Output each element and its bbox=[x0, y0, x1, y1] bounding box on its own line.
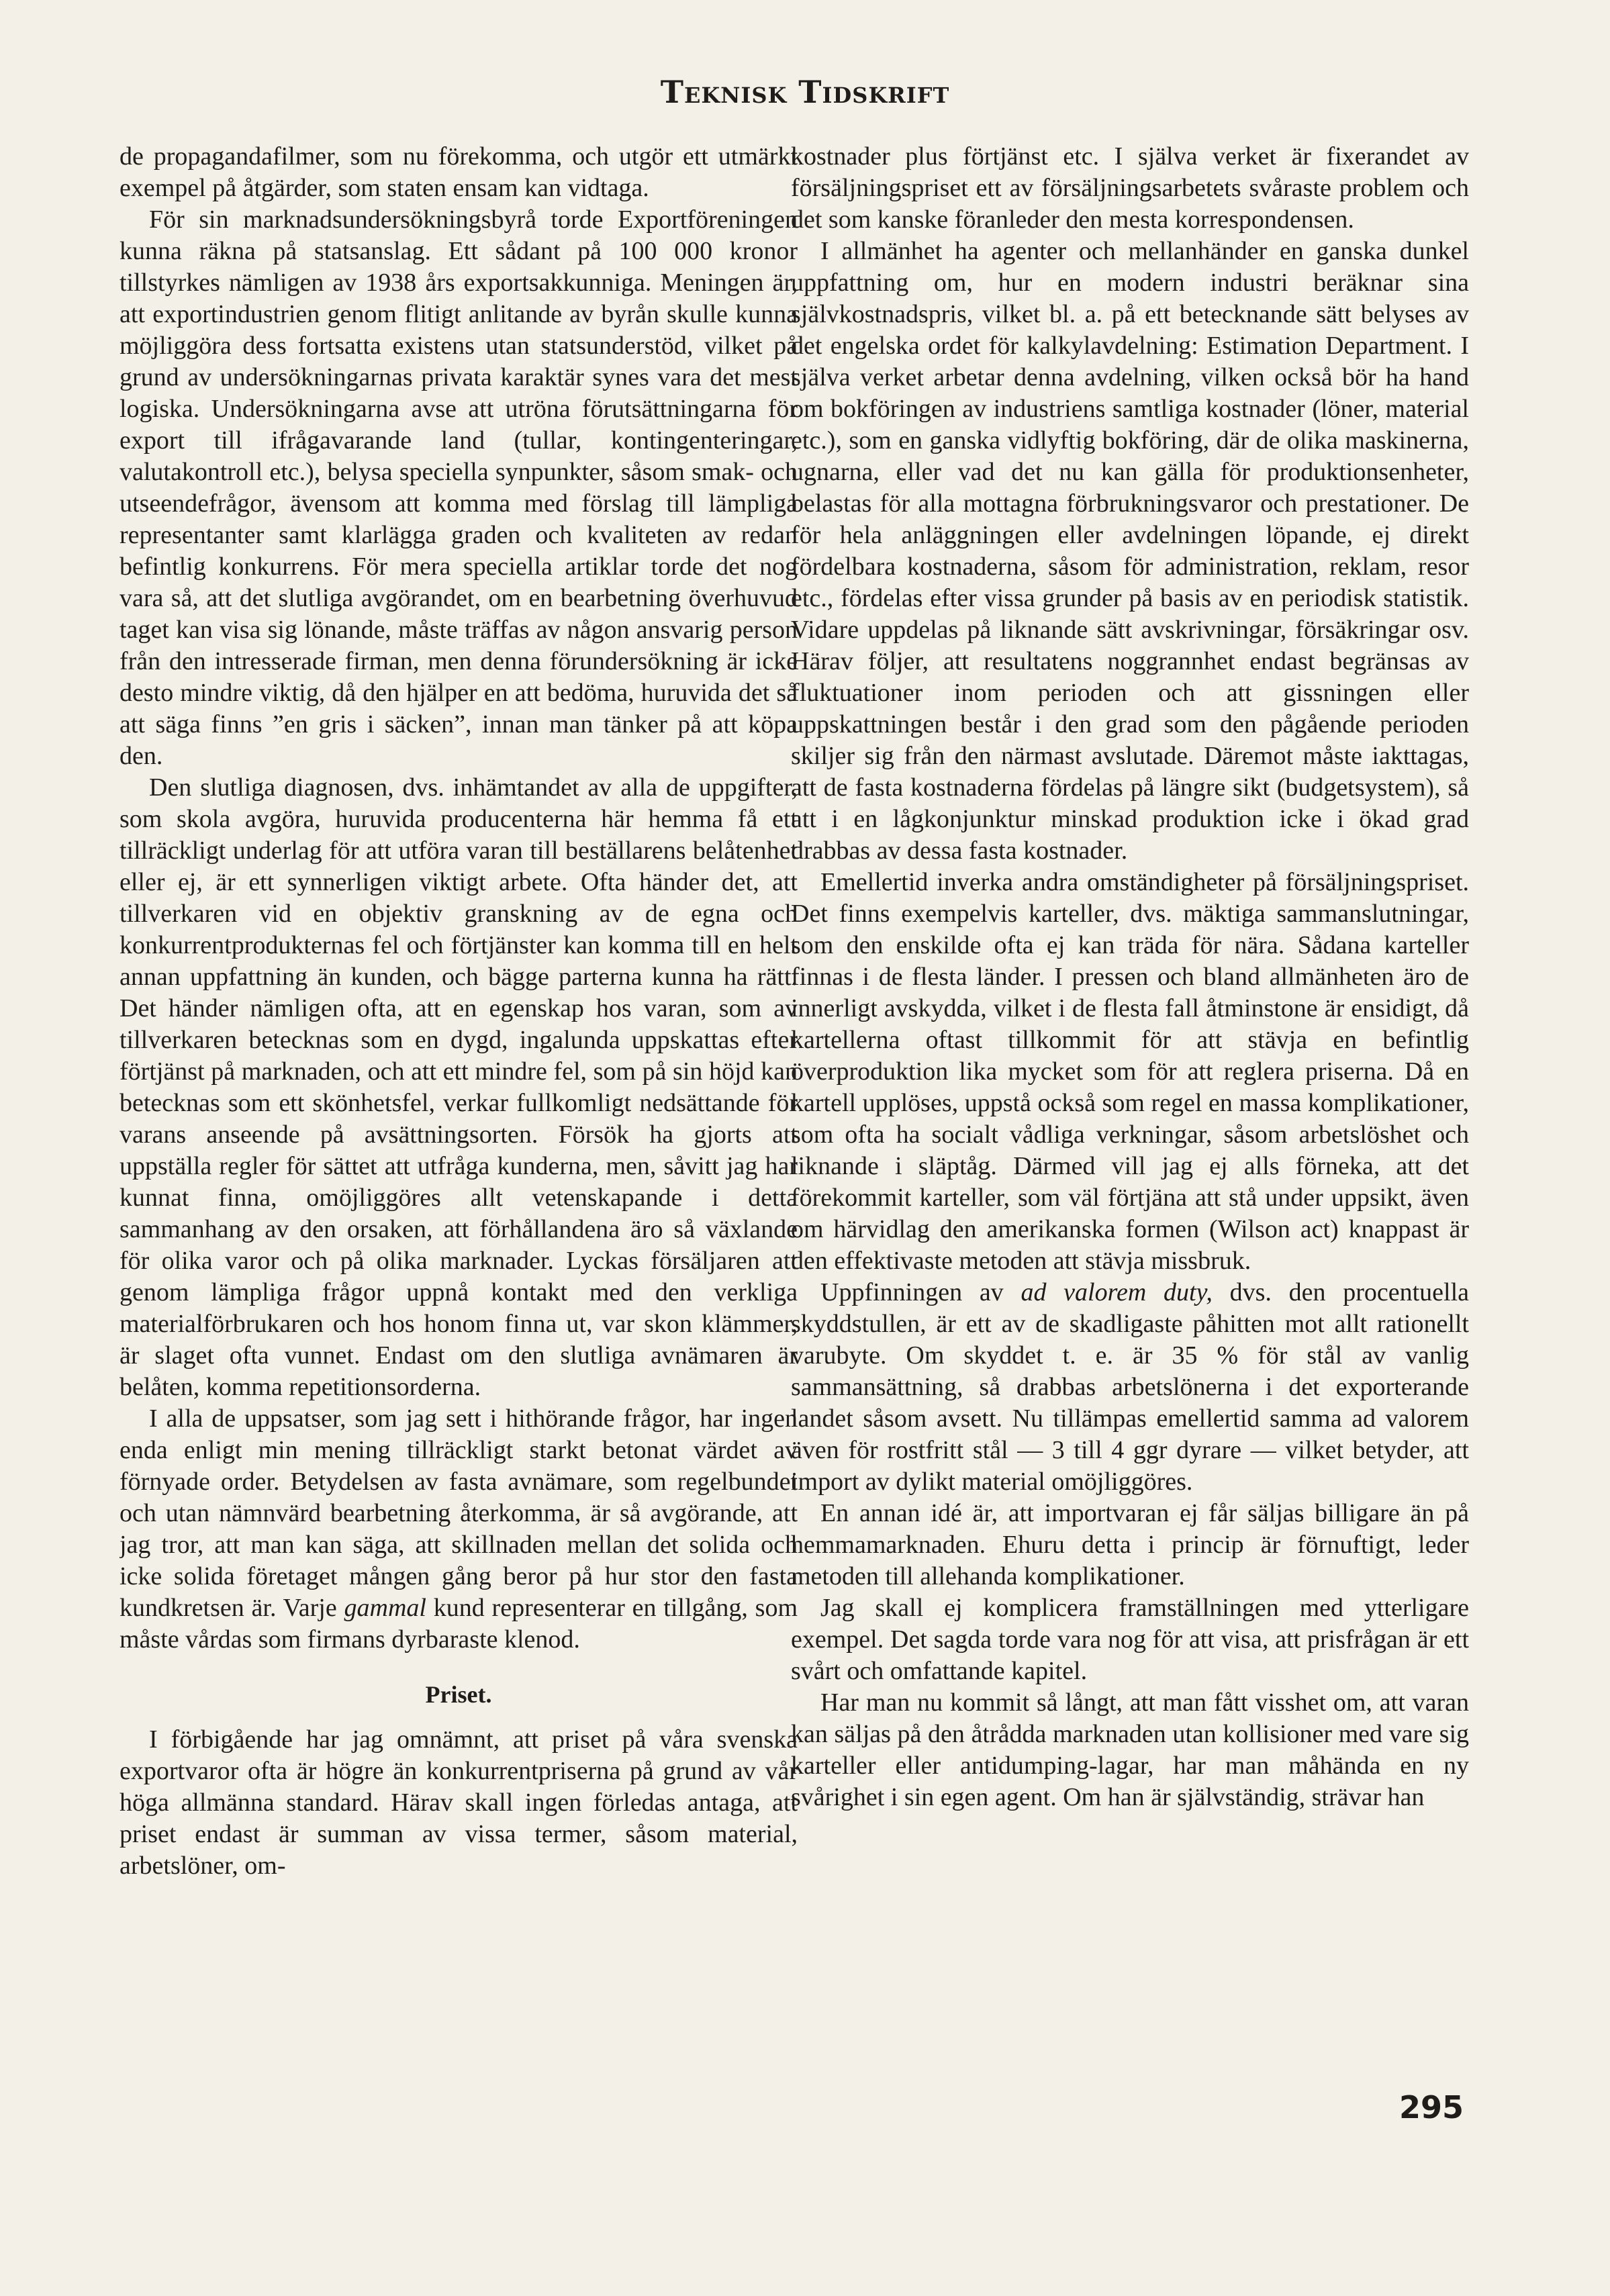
paragraph: Emellertid inverka andra omständigheter på försäljningspriset. Det finns exempelvis karteller, dvs. mäktiga sammanslutningar, som den enskilde ofta ej kan träda för nära. Sådana karteller finnas i de flesta länder. I pressen och bland allmänheten äro de innerligt avskydda, vilket i de flesta fall åtminstone är ensidigt, då kartellerna oftast tillkommit för att stävja en befintlig överproduktion lika mycket som för att reglera priserna. Då en kartell upplöses, uppstå också som regel en massa komplikationer, som ofta ha socialt vådliga verkningar, såsom arbetslöshet och liknande i släptåg. Därmed vill jag ej alls förneka, att det förekommit karteller, som väl förtjäna att stå under uppsikt, även om härvidlag den amerikanska formen (Wilson act) knappast är den effektivaste metoden att stävja missbruk. bbox=[791, 868, 1469, 1275]
emphasis: ad valorem duty, bbox=[1021, 1278, 1213, 1306]
page-number: 295 bbox=[1399, 2089, 1464, 2125]
left-column bbox=[120, 141, 798, 2182]
text-run: kund representerar en tillgång, som måste vårdas som firmans dyrbaraste klenod. bbox=[120, 1594, 798, 1654]
paragraph: En annan idé är, att importvaran ej får säljas billigare än på hemmamarknaden. Ehuru detta i princip är förnuftigt, leder metoden till allehanda komplikationer. bbox=[791, 1499, 1469, 1590]
text-run: dvs. den procentuella skyddstullen, är ett av de skadligaste påhitten mot allt rationellt varubyte. Om skyddet t. e. är 35 % för stål av vanlig sammansättning, så drabbas arbetslönerna i det exporterande landet såsom avsett. Nu tillämpas emellertid samma ad valorem även för rostfritt stål — 3 till 4 ggr dyrare — vilket betyder, att import av dylikt material omöjliggöres. bbox=[791, 1278, 1469, 1496]
paragraph: Den slutliga diagnosen, dvs. inhämtandet av alla de uppgifter, som skola avgöra, huruvida producenterna här hemma få ett tillräckligt underlag för att utföra varan till beställarens belåtenhet eller ej, är ett synnerligen viktigt arbete. Ofta händer det, att tillverkaren vid en objektiv granskning av de egna och konkurrentprodukternas fel och förtjänster kan komma till en helt annan uppfattning än kunden, och bägge parterna kunna ha rätt. Det händer nämligen ofta, att en egenskap hos varan, som av tillverkaren betecknas som en dygd, ingalunda uppskattas efter förtjänst på marknaden, och att ett mindre fel, som på sin höjd kan betecknas som ett skönhetsfel, verkar fullkomligt nedsättande för varans anseende på avsättningsorten. Försök ha gjorts att uppställa regler för sättet att utfråga kunderna, men, såvitt jag har kunnat finna, omöjliggöres allt vetenskapande i detta sammanhang av den orsaken, att förhållandena äro så växlande för olika varor och på olika marknader. Lyckas försäljaren att genom lämpliga frågor uppnå kontakt med den verkliga materialförbrukaren och hos honom finna ut, var skon klämmer, är slaget ofta vunnet. Endast om den slutliga avnämaren är belåten, komma repetitionsorderna. bbox=[120, 773, 798, 1401]
paragraph: Jag skall ej komplicera framställningen med ytterligare exempel. Det sagda torde vara nog för att visa, att prisfrågan är ett svårt och omfattande kapitel. bbox=[791, 1594, 1469, 1685]
paragraph: I förbigående har jag omnämnt, att priset på våra svenska exportvaror ofta är högre än konkurrentpriserna på grund av vår höga allmänna standard. Härav skall ingen förledas antaga, att priset endast är summan av vissa termer, såsom material, arbetslöner, om- bbox=[120, 1725, 798, 1880]
paragraph: Har man nu kommit så långt, att man fått visshet om, att varan kan säljas på den åtrådda marknaden utan kollisioner med vare sig karteller eller antidumping-lagar, har man måhända en ny svårighet i sin egen agent. Om han är självständig, strävar han bbox=[791, 1688, 1469, 1811]
emphasis: gammal bbox=[344, 1594, 426, 1622]
journal-header: Teknisk Tidskrift bbox=[660, 74, 950, 110]
text-run: Uppfinningen av bbox=[820, 1278, 1004, 1306]
paragraph: För sin marknadsundersökningsbyrå torde Exportföreningen kunna räkna på statsanslag. Ett sådant på 100 000 kronor tillstyrkes nämligen av 1938 års exportsakkunniga. Meningen är, att exportindustrien genom flitigt anlitande av byrån skulle kunna möjliggöra dess fortsatta existens utan statsunderstöd, vilket på grund av undersökningarnas privata karaktär synes vara det mest logiska. Undersökningarna avse att utröna förutsättningarna för export till ifrågavarande land (tullar, kontingenteringar, valutakontroll etc.), belysa speciella synpunkter, såsom smak- och utseendefrågor, ävensom att komma med förslag till lämpliga representanter samt klarlägga graden och kvaliteten av redan befintlig konkurrens. För mera speciella artiklar torde det nog vara så, att det slutliga avgörandet, om en bearbetning överhuvud taget kan visa sig lönande, måste träffas av någon ansvarig person från den intresserade firman, men denna förundersökning är icke desto mindre viktig, då den hjälper en att bedöma, huruvida det så att säga finns ”en gris i säcken”, innan man tänker på att köpa den. bbox=[120, 205, 798, 770]
paragraph bbox=[791, 1277, 1469, 1498]
section-heading: Priset. bbox=[425, 1681, 492, 1708]
paragraph: de propagandafilmer, som nu förekomma, och utgör ett utmärkt exempel på åtgärder, som staten ensam kan vidtaga. bbox=[120, 142, 798, 202]
right-column bbox=[791, 141, 1469, 2182]
paragraph: I allmänhet ha agenter och mellanhänder en ganska dunkel uppfattning om, hur en modern industri beräknar sina självkostnadspris, vilket bl. a. på ett betecknande sätt belyses av det engelska ordet för kalkylavdelning: Estimation Department. I själva verket arbetar denna avdelning, vilken också bör ha hand om bokföringen av industriens samtliga kostnader (löner, material etc.), som en ganska vidlyftig bokföring, där de olika maskinerna, ugnarna, eller vad det nu kan gälla för produktionsenheter, belastas för alla mottagna förbrukningsvaror och prestationer. De för hela anläggningen eller avdelningen löpande, ej direkt fördelbara kostnaderna, såsom för administration, reklam, resor etc., fördelas efter vissa grunder på basis av en periodisk statistik. Vidare uppdelas på liknande sätt avskrivningar, försäkringar osv. Härav följer, att resultatens noggrannhet endast begränsas av fluktuationer inom perioden och att gissningen eller uppskattningen består i den grad som den pågående perioden skiljer sig från den närmast avslutade. Däremot måste iakttagas, att de fasta kostnaderna fördelas på längre sikt (budgetsystem), så att i en lågkonjunktur minskad produktion icke i ökad grad drabbas av dessa fasta kostnader. bbox=[791, 237, 1469, 865]
paragraph bbox=[120, 1403, 798, 1656]
paragraph: kostnader plus förtjänst etc. I själva verket är fixerandet av försäljningspriset ett av försäljningsarbetets svåraste problem och det som kanske föranleder den mesta korrespondensen. bbox=[791, 142, 1469, 234]
text-run: I alla de uppsatser, som jag sett i hithörande frågor, har ingen enda enligt min mening tillräckligt starkt betonat värdet av förnyade order. Betydelsen av fasta avnämare, som regelbundet och utan nämnvärd bearbetning återkomma, är så avgörande, att jag tror, att man kan säga, att skillnaden mellan det solida och icke solida företaget mången gång beror på hur stor den fasta kundkretsen är. Varje bbox=[120, 1404, 798, 1622]
